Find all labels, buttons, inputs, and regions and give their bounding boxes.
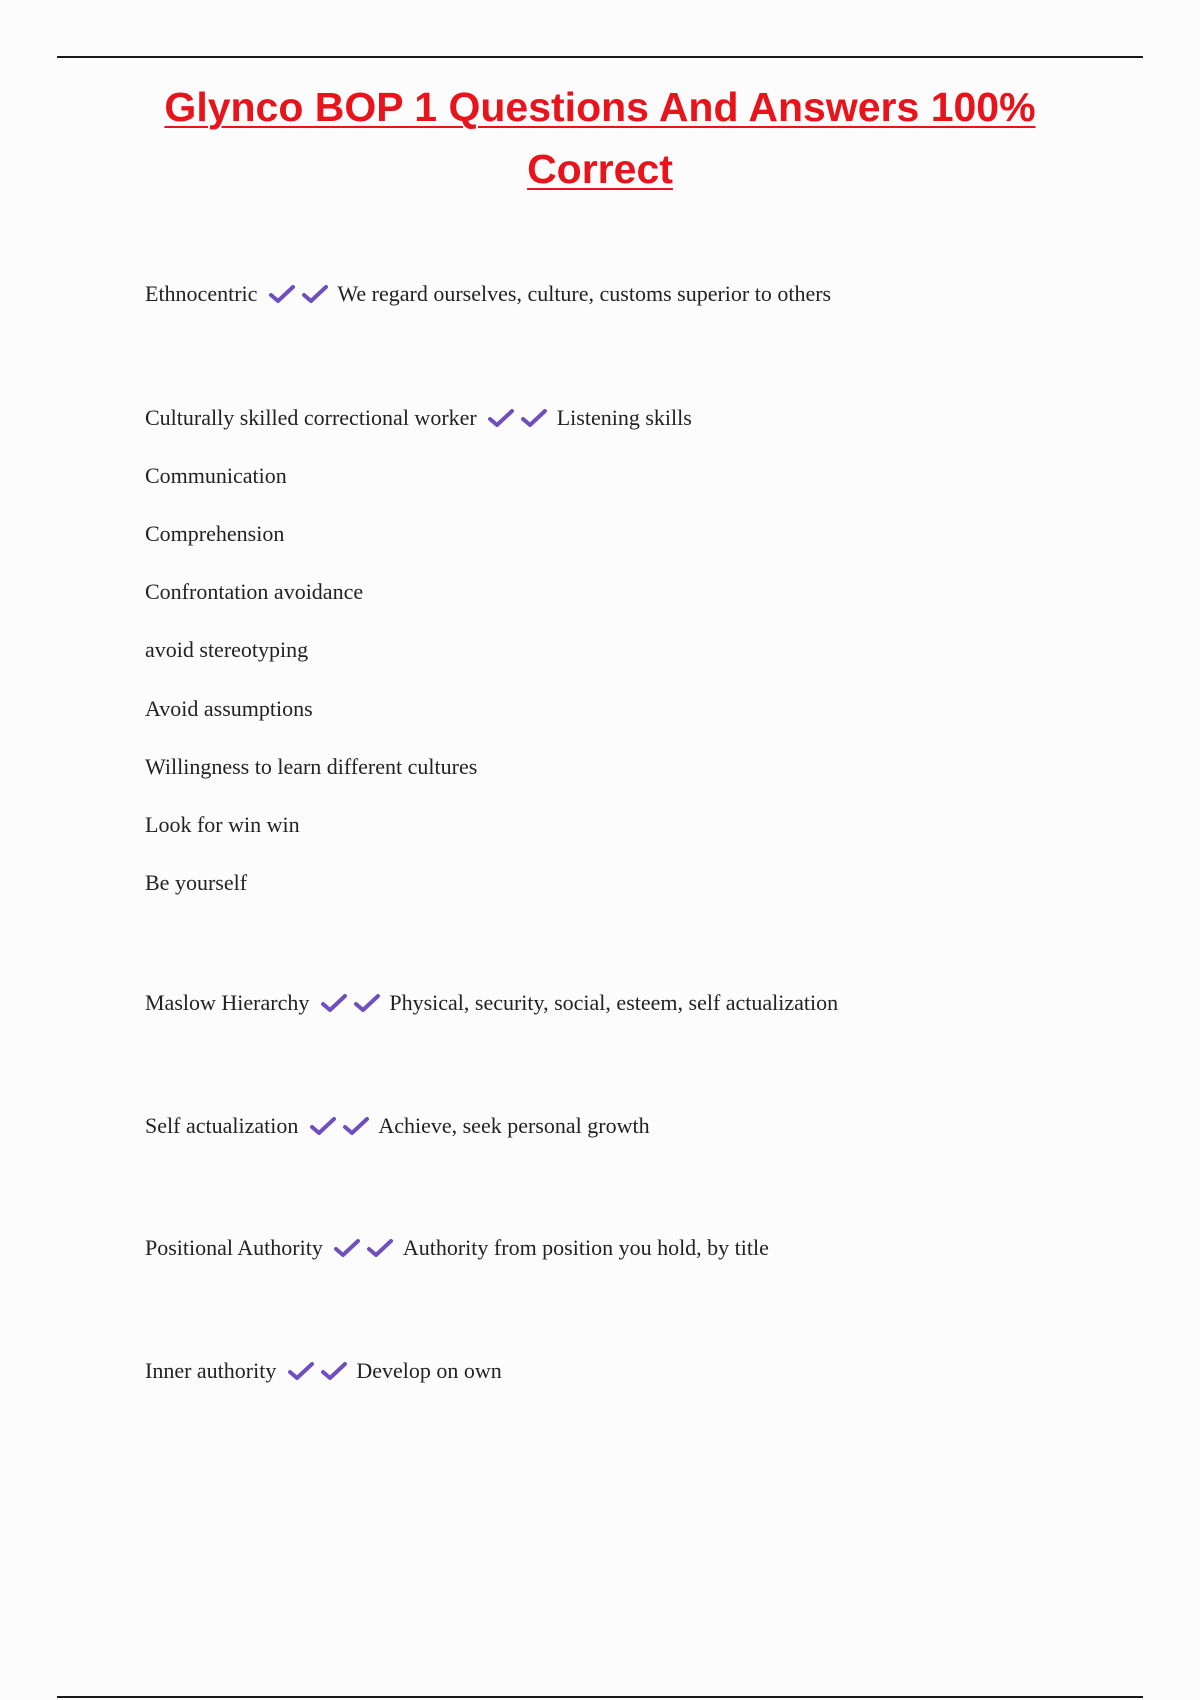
- qa-entry-inner-authority: [145, 1356, 502, 1386]
- check-icon: [521, 408, 547, 428]
- check-icon: [488, 408, 514, 428]
- list-item: Be yourself: [145, 870, 248, 895]
- term: Inner authority: [145, 1358, 277, 1383]
- list-item: Willingness to learn different cultures: [145, 754, 478, 779]
- definition: Physical, security, social, esteem, self actualization: [389, 990, 839, 1015]
- definition: Listening skills: [556, 405, 692, 430]
- check-icon: [269, 284, 295, 304]
- list-item: Look for win win: [145, 812, 300, 837]
- top-rule: [57, 56, 1143, 58]
- term: Maslow Hierarchy: [145, 990, 310, 1015]
- title-line-2: Correct: [527, 146, 673, 192]
- qa-entry-culturally-skilled: [145, 403, 692, 433]
- list-item: Avoid assumptions: [145, 696, 313, 721]
- list-item: Communication: [145, 463, 287, 488]
- check-icon: [334, 1238, 360, 1258]
- check-icon: [367, 1238, 393, 1258]
- check-icon: [321, 1361, 347, 1381]
- check-icon: [354, 993, 380, 1013]
- check-icon: [288, 1361, 314, 1381]
- definition: Achieve, seek personal growth: [378, 1113, 650, 1138]
- term: Culturally skilled correctional worker: [145, 405, 477, 430]
- title-line-1: Glynco BOP 1 Questions And Answers 100%: [164, 84, 1036, 130]
- list-item: Confrontation avoidance: [145, 579, 364, 604]
- list-item: avoid stereotyping: [145, 637, 309, 662]
- bottom-rule: [57, 1696, 1143, 1698]
- definition: Authority from position you hold, by title: [402, 1235, 769, 1260]
- list-item: Comprehension: [145, 521, 285, 546]
- check-icon: [321, 993, 347, 1013]
- check-icon: [302, 284, 328, 304]
- term: Positional Authority: [145, 1235, 323, 1260]
- term: Self actualization: [145, 1113, 299, 1138]
- page-title: [0, 76, 1200, 200]
- qa-entry-ethnocentric: [145, 279, 831, 309]
- check-icon: [343, 1116, 369, 1136]
- qa-entry-self-actualization: [145, 1111, 650, 1141]
- check-icon: [310, 1116, 336, 1136]
- definition: Develop on own: [356, 1358, 502, 1383]
- term: Ethnocentric: [145, 281, 258, 306]
- qa-entry-maslow: [145, 988, 838, 1018]
- qa-entry-positional-authority: [145, 1233, 769, 1263]
- definition: We regard ourselves, culture, customs superior to others: [337, 281, 832, 306]
